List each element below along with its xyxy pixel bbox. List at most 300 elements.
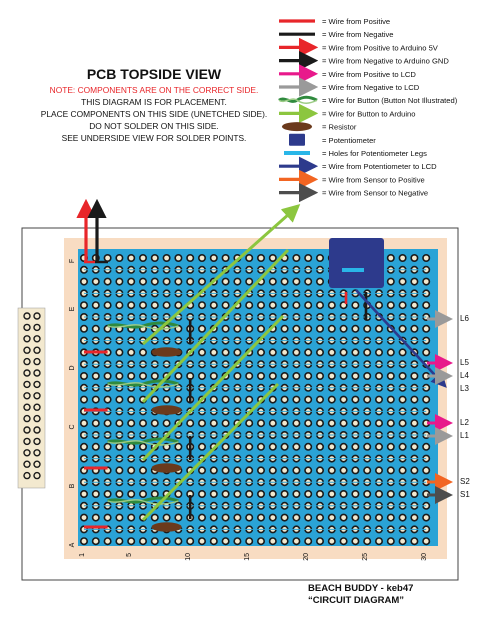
pad xyxy=(329,396,335,402)
pad xyxy=(175,373,181,379)
note-line: PLACE COMPONENTS ON THIS SIDE (UNETCHED SIDE). xyxy=(40,109,268,119)
pad xyxy=(104,278,110,284)
pad xyxy=(246,373,252,379)
pad xyxy=(411,444,417,450)
potentiometer xyxy=(329,238,384,288)
pad xyxy=(175,538,181,544)
legend-label: = Wire for Button to Arduino xyxy=(322,109,416,119)
header-hole xyxy=(24,336,30,342)
legend-item xyxy=(284,149,427,158)
pad xyxy=(222,302,228,308)
pad xyxy=(388,302,394,308)
pad xyxy=(258,349,264,355)
pad xyxy=(211,349,217,355)
pad xyxy=(399,538,405,544)
pad xyxy=(329,538,335,544)
pad xyxy=(199,514,205,520)
pad xyxy=(152,255,158,261)
pad xyxy=(81,444,87,450)
pad xyxy=(340,420,346,426)
legend-label: = Wire from Positive to Arduino 5V xyxy=(322,43,438,53)
pad xyxy=(81,491,87,497)
pad xyxy=(104,514,110,520)
header-hole xyxy=(24,438,30,444)
legend-item xyxy=(279,43,439,52)
pad xyxy=(388,514,394,520)
pad xyxy=(388,420,394,426)
pad xyxy=(329,302,335,308)
pad xyxy=(116,302,122,308)
pad xyxy=(270,302,276,308)
pad xyxy=(305,538,311,544)
pad xyxy=(340,538,346,544)
pad xyxy=(222,467,228,473)
col-label: 15 xyxy=(244,553,252,561)
header-hole xyxy=(24,473,30,479)
connector-label: L3 xyxy=(460,384,469,393)
pad xyxy=(376,373,382,379)
header-hole xyxy=(24,359,30,365)
pad xyxy=(128,491,134,497)
legend-label: = Wire from Positive to LCD xyxy=(322,69,416,79)
pad xyxy=(305,255,311,261)
pad xyxy=(211,255,217,261)
header-hole xyxy=(24,347,30,353)
pad xyxy=(305,396,311,402)
pad xyxy=(281,444,287,450)
header-hole xyxy=(34,359,40,365)
pad xyxy=(199,538,205,544)
pad xyxy=(140,420,146,426)
pad xyxy=(258,538,264,544)
pad xyxy=(116,491,122,497)
pad xyxy=(411,514,417,520)
pad xyxy=(140,538,146,544)
header-hole xyxy=(24,427,30,433)
pad xyxy=(234,373,240,379)
pad xyxy=(317,514,323,520)
pad xyxy=(187,538,193,544)
pad xyxy=(163,302,169,308)
pad xyxy=(329,326,335,332)
legend-swatch-bar xyxy=(284,151,310,155)
pad xyxy=(270,514,276,520)
pad xyxy=(199,444,205,450)
pad xyxy=(317,278,323,284)
pad xyxy=(128,420,134,426)
pad xyxy=(399,255,405,261)
pot-leg-holes xyxy=(342,268,364,272)
pad xyxy=(388,278,394,284)
pad xyxy=(329,349,335,355)
pad xyxy=(93,396,99,402)
pad xyxy=(281,326,287,332)
pad xyxy=(305,491,311,497)
pad xyxy=(104,302,110,308)
pad xyxy=(128,444,134,450)
legend-item xyxy=(279,70,416,79)
pad xyxy=(423,255,429,261)
pad xyxy=(399,491,405,497)
pad xyxy=(411,373,417,379)
pad xyxy=(152,396,158,402)
connector-label: S1 xyxy=(460,490,470,499)
pad xyxy=(246,278,252,284)
pad xyxy=(317,444,323,450)
pad xyxy=(199,326,205,332)
legend xyxy=(279,17,458,198)
pad xyxy=(281,491,287,497)
header-hole xyxy=(34,336,40,342)
pad xyxy=(140,278,146,284)
connector-label: L2 xyxy=(460,418,469,427)
pad xyxy=(211,514,217,520)
connector-label: L6 xyxy=(460,314,469,323)
pad xyxy=(376,467,382,473)
pad xyxy=(340,396,346,402)
pad xyxy=(152,302,158,308)
pad xyxy=(234,491,240,497)
pad xyxy=(399,302,405,308)
header-hole xyxy=(34,461,40,467)
pad xyxy=(411,255,417,261)
pad xyxy=(352,349,358,355)
pad xyxy=(222,326,228,332)
pad xyxy=(376,326,382,332)
pad xyxy=(305,514,311,520)
row-label: C xyxy=(69,424,76,430)
row-label: D xyxy=(69,365,76,371)
pad xyxy=(388,255,394,261)
pad xyxy=(104,396,110,402)
pad xyxy=(128,349,134,355)
pad xyxy=(376,302,382,308)
pad xyxy=(340,373,346,379)
header-hole xyxy=(24,416,30,422)
pad xyxy=(211,491,217,497)
pad xyxy=(423,302,429,308)
pad xyxy=(305,420,311,426)
header-hole xyxy=(24,450,30,456)
pad xyxy=(305,326,311,332)
pad xyxy=(222,255,228,261)
legend-item xyxy=(279,162,437,171)
pad xyxy=(175,514,181,520)
pad xyxy=(116,255,122,261)
pad xyxy=(175,491,181,497)
pad xyxy=(222,420,228,426)
pad xyxy=(411,278,417,284)
pad xyxy=(175,444,181,450)
header-hole xyxy=(24,313,30,319)
legend-label: = Wire from Potentiometer to LCD xyxy=(322,162,437,172)
pad xyxy=(340,514,346,520)
pad xyxy=(104,373,110,379)
row-label: B xyxy=(69,483,76,489)
pad xyxy=(411,326,417,332)
pad xyxy=(152,538,158,544)
pad xyxy=(128,255,134,261)
pad xyxy=(128,514,134,520)
legend-label: = Wire from Positive xyxy=(322,17,391,26)
pad xyxy=(187,255,193,261)
pad xyxy=(352,396,358,402)
pad xyxy=(281,302,287,308)
pad xyxy=(93,491,99,497)
pad xyxy=(234,538,240,544)
pad xyxy=(258,255,264,261)
pad xyxy=(234,349,240,355)
pad xyxy=(175,396,181,402)
pad xyxy=(128,278,134,284)
pad xyxy=(399,420,405,426)
connector-label: L4 xyxy=(460,371,469,380)
pad xyxy=(116,373,122,379)
pad xyxy=(340,491,346,497)
right-labels xyxy=(460,314,470,499)
pad xyxy=(93,514,99,520)
pad xyxy=(93,444,99,450)
legend-label: = Wire from Sensor to Negative xyxy=(322,188,429,198)
header-hole xyxy=(34,324,40,330)
pad xyxy=(246,255,252,261)
header-hole xyxy=(34,381,40,387)
pad xyxy=(270,420,276,426)
pad xyxy=(93,278,99,284)
header-hole xyxy=(34,404,40,410)
pad xyxy=(317,349,323,355)
pad xyxy=(399,349,405,355)
pad xyxy=(293,349,299,355)
credit-subtitle: “CIRCUIT DIAGRAM” xyxy=(308,595,405,606)
pad xyxy=(281,396,287,402)
pad xyxy=(388,538,394,544)
pad xyxy=(352,302,358,308)
pad xyxy=(270,349,276,355)
pad xyxy=(388,444,394,450)
pad xyxy=(234,278,240,284)
header-strip xyxy=(18,308,45,488)
pad xyxy=(376,538,382,544)
pad xyxy=(234,514,240,520)
pad xyxy=(270,467,276,473)
legend-item xyxy=(279,175,425,184)
col-label: 5 xyxy=(126,553,134,557)
pad xyxy=(388,467,394,473)
pad xyxy=(246,326,252,332)
pad xyxy=(329,373,335,379)
legend-label: = Resistor xyxy=(322,122,357,132)
pad xyxy=(234,396,240,402)
pad xyxy=(293,396,299,402)
pad xyxy=(140,467,146,473)
legend-swatch-resistor xyxy=(282,122,312,131)
pad xyxy=(364,467,370,473)
pad xyxy=(364,396,370,402)
legend-item xyxy=(282,122,357,132)
pad xyxy=(163,278,169,284)
pad xyxy=(293,491,299,497)
pad xyxy=(281,514,287,520)
pad xyxy=(329,444,335,450)
pad xyxy=(317,396,323,402)
pad xyxy=(364,349,370,355)
header-hole xyxy=(34,370,40,376)
pad xyxy=(423,538,429,544)
pad xyxy=(140,302,146,308)
pad xyxy=(364,326,370,332)
pad xyxy=(270,491,276,497)
header-hole xyxy=(34,450,40,456)
pad xyxy=(163,514,169,520)
legend-item xyxy=(279,57,449,66)
note-line: DO NOT SOLDER ON THIS SIDE. xyxy=(89,121,219,131)
pad xyxy=(352,538,358,544)
pad xyxy=(423,326,429,332)
pad xyxy=(222,278,228,284)
pad xyxy=(81,302,87,308)
pad xyxy=(364,373,370,379)
pad xyxy=(399,467,405,473)
pad xyxy=(116,514,122,520)
pad xyxy=(258,491,264,497)
pad xyxy=(293,278,299,284)
pad xyxy=(317,420,323,426)
pad xyxy=(352,491,358,497)
pad xyxy=(258,326,264,332)
legend-item xyxy=(279,30,394,39)
pad xyxy=(81,514,87,520)
pad xyxy=(116,467,122,473)
pad xyxy=(163,396,169,402)
pad xyxy=(293,373,299,379)
pad xyxy=(81,373,87,379)
pad xyxy=(329,467,335,473)
pad xyxy=(258,514,264,520)
pad xyxy=(340,467,346,473)
pad xyxy=(399,444,405,450)
legend-item xyxy=(279,17,390,26)
pad xyxy=(222,396,228,402)
pad xyxy=(116,538,122,544)
pad xyxy=(329,491,335,497)
note-line-red: NOTE: COMPONENTS ARE ON THE CORRECT SIDE. xyxy=(49,85,259,95)
pad xyxy=(293,420,299,426)
pad xyxy=(211,467,217,473)
pad xyxy=(81,396,87,402)
pad xyxy=(81,278,87,284)
pad xyxy=(187,278,193,284)
pad xyxy=(423,396,429,402)
legend-label: = Potentiometer xyxy=(322,135,376,145)
pad xyxy=(411,467,417,473)
pad xyxy=(399,373,405,379)
pad xyxy=(152,514,158,520)
legend-label: = Holes for Potentiometer Legs xyxy=(322,149,427,158)
pad xyxy=(281,349,287,355)
pad xyxy=(329,514,335,520)
pad xyxy=(116,420,122,426)
pad xyxy=(399,326,405,332)
pad xyxy=(305,467,311,473)
pad xyxy=(163,538,169,544)
header-hole xyxy=(24,324,30,330)
pad xyxy=(293,514,299,520)
pad xyxy=(305,373,311,379)
row-label: E xyxy=(69,306,76,312)
pad xyxy=(246,538,252,544)
pad xyxy=(388,349,394,355)
legend-item xyxy=(279,83,420,92)
connector-label: L1 xyxy=(460,431,469,440)
pad xyxy=(104,444,110,450)
pad xyxy=(140,444,146,450)
pad xyxy=(199,491,205,497)
legend-item xyxy=(279,189,428,198)
pad xyxy=(140,349,146,355)
pad xyxy=(376,420,382,426)
row-label: F xyxy=(69,258,76,264)
legend-label: = Wire for Button (Button Not Illustrated) xyxy=(322,96,458,106)
pad xyxy=(270,396,276,402)
legend-item xyxy=(279,109,416,118)
pad xyxy=(199,278,205,284)
pad xyxy=(340,326,346,332)
pad xyxy=(81,538,87,544)
pad xyxy=(152,420,158,426)
col-label: 20 xyxy=(303,553,311,561)
pad xyxy=(376,349,382,355)
pad xyxy=(340,349,346,355)
pad xyxy=(411,538,417,544)
pad xyxy=(140,255,146,261)
pad xyxy=(411,396,417,402)
pad xyxy=(222,444,228,450)
pad xyxy=(104,538,110,544)
pad xyxy=(423,444,429,450)
pad xyxy=(175,255,181,261)
resistor xyxy=(152,405,182,415)
pad xyxy=(423,349,429,355)
pad xyxy=(376,514,382,520)
pad xyxy=(128,396,134,402)
header-hole xyxy=(24,381,30,387)
header-hole xyxy=(34,416,40,422)
pad xyxy=(281,538,287,544)
header-hole xyxy=(24,404,30,410)
pad xyxy=(199,420,205,426)
pad xyxy=(128,373,134,379)
pad xyxy=(305,444,311,450)
pad xyxy=(152,373,158,379)
pad xyxy=(281,278,287,284)
resistor xyxy=(152,522,182,532)
pad xyxy=(128,538,134,544)
pad xyxy=(411,420,417,426)
pad xyxy=(211,396,217,402)
pad xyxy=(317,302,323,308)
col-label: 30 xyxy=(421,553,429,561)
pad xyxy=(246,467,252,473)
pad xyxy=(281,467,287,473)
pad xyxy=(317,326,323,332)
pad xyxy=(317,255,323,261)
pad xyxy=(364,444,370,450)
pad xyxy=(376,444,382,450)
pad xyxy=(246,420,252,426)
pad xyxy=(222,538,228,544)
pad xyxy=(317,538,323,544)
